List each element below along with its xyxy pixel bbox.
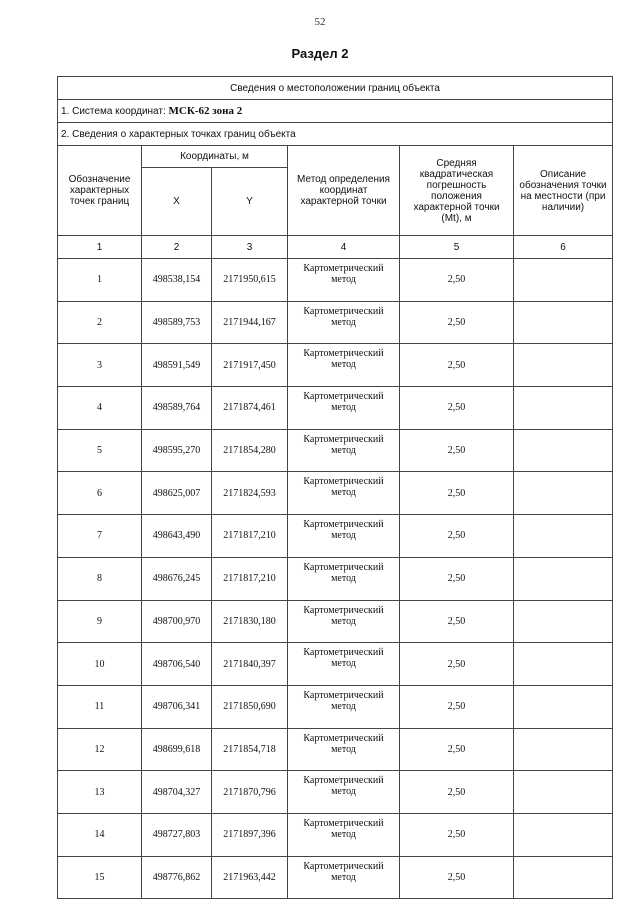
x-coordinate-cell: 498704,327 [142,771,212,814]
description-cell [514,557,613,600]
header-coordinates: Координаты, м [142,146,288,168]
y-coordinate-cell: 2171874,461 [212,387,288,430]
method-cell: Картометрический метод [288,429,400,472]
table-caption: Сведения о местоположении границ объекта [58,77,613,100]
column-number: 5 [400,236,514,259]
accuracy-cell: 2,50 [400,259,514,302]
table-row [58,557,613,600]
header-method: Метод определения координат характерной точки [288,146,400,236]
point-number-cell: 14 [58,813,142,856]
accuracy-cell: 2,50 [400,728,514,771]
table-row [58,515,613,558]
point-number-cell: 11 [58,685,142,728]
point-number-cell: 3 [58,344,142,387]
accuracy-cell: 2,50 [400,643,514,686]
y-coordinate-cell: 2171817,210 [212,557,288,600]
description-cell [514,515,613,558]
method-cell: Картометрический метод [288,557,400,600]
point-number-cell: 4 [58,387,142,430]
y-coordinate-cell: 2171817,210 [212,515,288,558]
point-number-cell: 2 [58,301,142,344]
point-number-cell: 6 [58,472,142,515]
point-number-cell: 9 [58,600,142,643]
method-cell: Картометрический метод [288,856,400,899]
y-coordinate-cell: 2171897,396 [212,813,288,856]
method-cell: Картометрический метод [288,259,400,302]
accuracy-cell: 2,50 [400,344,514,387]
point-number-cell: 1 [58,259,142,302]
caption-row [58,77,613,100]
y-coordinate-cell: 2171950,615 [212,259,288,302]
method-cell: Картометрический метод [288,643,400,686]
y-coordinate-cell: 2171850,690 [212,685,288,728]
method-cell: Картометрический метод [288,301,400,344]
y-coordinate-cell: 2171854,718 [212,728,288,771]
coord-system-row [58,100,613,123]
x-coordinate-cell: 498589,753 [142,301,212,344]
header-y: Y [212,168,288,236]
accuracy-cell: 2,50 [400,600,514,643]
description-cell [514,344,613,387]
table-row [58,259,613,302]
column-number: 2 [142,236,212,259]
x-coordinate-cell: 498706,540 [142,643,212,686]
description-cell [514,259,613,302]
table-row [58,301,613,344]
column-number: 6 [514,236,613,259]
column-numbers-row [58,236,613,259]
method-cell: Картометрический метод [288,387,400,430]
point-number-cell: 8 [58,557,142,600]
y-coordinate-cell: 2171830,180 [212,600,288,643]
point-number-cell: 15 [58,856,142,899]
accuracy-cell: 2,50 [400,813,514,856]
page-number: 52 [314,16,326,28]
accuracy-cell: 2,50 [400,472,514,515]
description-cell [514,600,613,643]
description-cell [514,387,613,430]
x-coordinate-cell: 498591,549 [142,344,212,387]
y-coordinate-cell: 2171944,167 [212,301,288,344]
x-coordinate-cell: 498727,803 [142,813,212,856]
column-number: 4 [288,236,400,259]
accuracy-cell: 2,50 [400,557,514,600]
table-row [58,344,613,387]
accuracy-cell: 2,50 [400,685,514,728]
method-cell: Картометрический метод [288,685,400,728]
method-cell: Картометрический метод [288,515,400,558]
boundary-points-table [57,76,613,899]
x-coordinate-cell: 498676,245 [142,557,212,600]
x-coordinate-cell: 498699,618 [142,728,212,771]
coord-system-value: МСК-62 зона 2 [168,105,243,117]
x-coordinate-cell: 498538,154 [142,259,212,302]
x-coordinate-cell: 498700,970 [142,600,212,643]
method-cell: Картометрический метод [288,813,400,856]
header-accuracy: Средняя квадратическая погрешность положения характерной точки (Mt), м [400,146,514,236]
accuracy-cell: 2,50 [400,856,514,899]
column-number: 1 [58,236,142,259]
coord-system-label: 1. Система координат: [61,106,166,117]
point-number-cell: 5 [58,429,142,472]
description-cell [514,301,613,344]
accuracy-cell: 2,50 [400,515,514,558]
table-row [58,387,613,430]
description-cell [514,728,613,771]
points-title-row [58,123,613,146]
table-row [58,856,613,899]
description-cell [514,813,613,856]
x-coordinate-cell: 498625,007 [142,472,212,515]
header-row-1 [58,146,613,168]
method-cell: Картометрический метод [288,600,400,643]
point-number-cell: 10 [58,643,142,686]
x-coordinate-cell: 498706,341 [142,685,212,728]
x-coordinate-cell: 498776,862 [142,856,212,899]
point-number-cell: 7 [58,515,142,558]
accuracy-cell: 2,50 [400,387,514,430]
points-title: 2. Сведения о характерных точках границ объекта [58,123,613,146]
x-coordinate-cell: 498643,490 [142,515,212,558]
table-row [58,728,613,771]
y-coordinate-cell: 2171824,593 [212,472,288,515]
section-title: Раздел 2 [291,46,349,61]
description-cell [514,643,613,686]
table-row [58,813,613,856]
table-row [58,429,613,472]
description-cell [514,685,613,728]
method-cell: Картометрический метод [288,771,400,814]
accuracy-cell: 2,50 [400,301,514,344]
x-coordinate-cell: 498595,270 [142,429,212,472]
method-cell: Картометрический метод [288,344,400,387]
header-description: Описание обозначения точки на местности (при наличии) [514,146,613,236]
table-row [58,600,613,643]
coord-system-cell [58,100,613,123]
y-coordinate-cell: 2171840,397 [212,643,288,686]
table-row [58,771,613,814]
header-x: X [142,168,212,236]
description-cell [514,472,613,515]
description-cell [514,771,613,814]
x-coordinate-cell: 498589,764 [142,387,212,430]
y-coordinate-cell: 2171917,450 [212,344,288,387]
table-row [58,643,613,686]
description-cell [514,429,613,472]
column-number: 3 [212,236,288,259]
y-coordinate-cell: 2171870,796 [212,771,288,814]
point-number-cell: 13 [58,771,142,814]
accuracy-cell: 2,50 [400,771,514,814]
method-cell: Картометрический метод [288,472,400,515]
table-row [58,685,613,728]
method-cell: Картометрический метод [288,728,400,771]
table-row [58,472,613,515]
accuracy-cell: 2,50 [400,429,514,472]
description-cell [514,856,613,899]
y-coordinate-cell: 2171854,280 [212,429,288,472]
y-coordinate-cell: 2171963,442 [212,856,288,899]
point-number-cell: 12 [58,728,142,771]
header-designation: Обозначение характерных точек границ [58,146,142,236]
